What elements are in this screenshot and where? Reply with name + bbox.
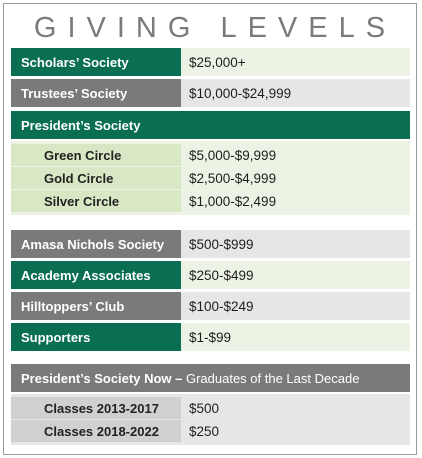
class-amount: $250	[189, 423, 220, 439]
level-name: Supporters	[11, 323, 181, 351]
level-name: Trustees’ Society	[11, 79, 181, 107]
circle-amount: $2,500-$4,999	[189, 170, 277, 186]
presidents-society-header	[11, 111, 410, 139]
level-row-trustees	[11, 79, 410, 107]
circle-row-green	[11, 144, 410, 166]
level-amount: $10,000-$24,999	[181, 79, 410, 107]
circle-row-gold	[11, 167, 410, 189]
page-title: GIVING LEVELS	[33, 12, 397, 44]
level-row-academy-associates	[11, 261, 410, 289]
level-row-scholars	[11, 48, 410, 76]
level-name: Academy Associates	[11, 261, 181, 289]
level-name: Hilltoppers’ Club	[11, 292, 181, 320]
level-amount: $100-$249	[181, 292, 410, 320]
circle-name: Gold Circle	[11, 167, 181, 189]
class-row-2018-2022	[11, 420, 410, 442]
presidents-society-now-sublabel: Graduates of the Last Decade	[185, 370, 360, 386]
circle-name: Green Circle	[11, 144, 181, 166]
class-amount: $500	[189, 400, 220, 416]
class-name: Classes 2013-2017	[11, 397, 181, 419]
presidents-society-now-header	[11, 364, 410, 392]
level-name: Scholars’ Society	[11, 48, 181, 76]
level-amount: $500-$999	[181, 230, 410, 258]
level-row-supporters	[11, 323, 410, 351]
presidents-society-now-panel	[11, 394, 410, 445]
level-amount: $250-$499	[181, 261, 410, 289]
presidents-society-label: President’s Society	[21, 117, 141, 133]
level-row-hilltoppers	[11, 292, 410, 320]
level-amount: $25,000+	[181, 48, 410, 76]
circle-name: Silver Circle	[11, 190, 181, 212]
circle-amount: $1,000-$2,499	[189, 193, 277, 209]
level-amount: $1-$99	[181, 323, 410, 351]
circle-row-silver	[11, 190, 410, 212]
level-row-amasa-nichols	[11, 230, 410, 258]
class-row-2013-2017	[11, 397, 410, 419]
class-name: Classes 2018-2022	[11, 420, 181, 442]
level-name: Amasa Nichols Society	[11, 230, 181, 258]
presidents-society-panel	[11, 141, 410, 215]
presidents-society-now-label: President’s Society Now –	[21, 370, 183, 386]
circle-amount: $5,000-$9,999	[189, 147, 277, 163]
